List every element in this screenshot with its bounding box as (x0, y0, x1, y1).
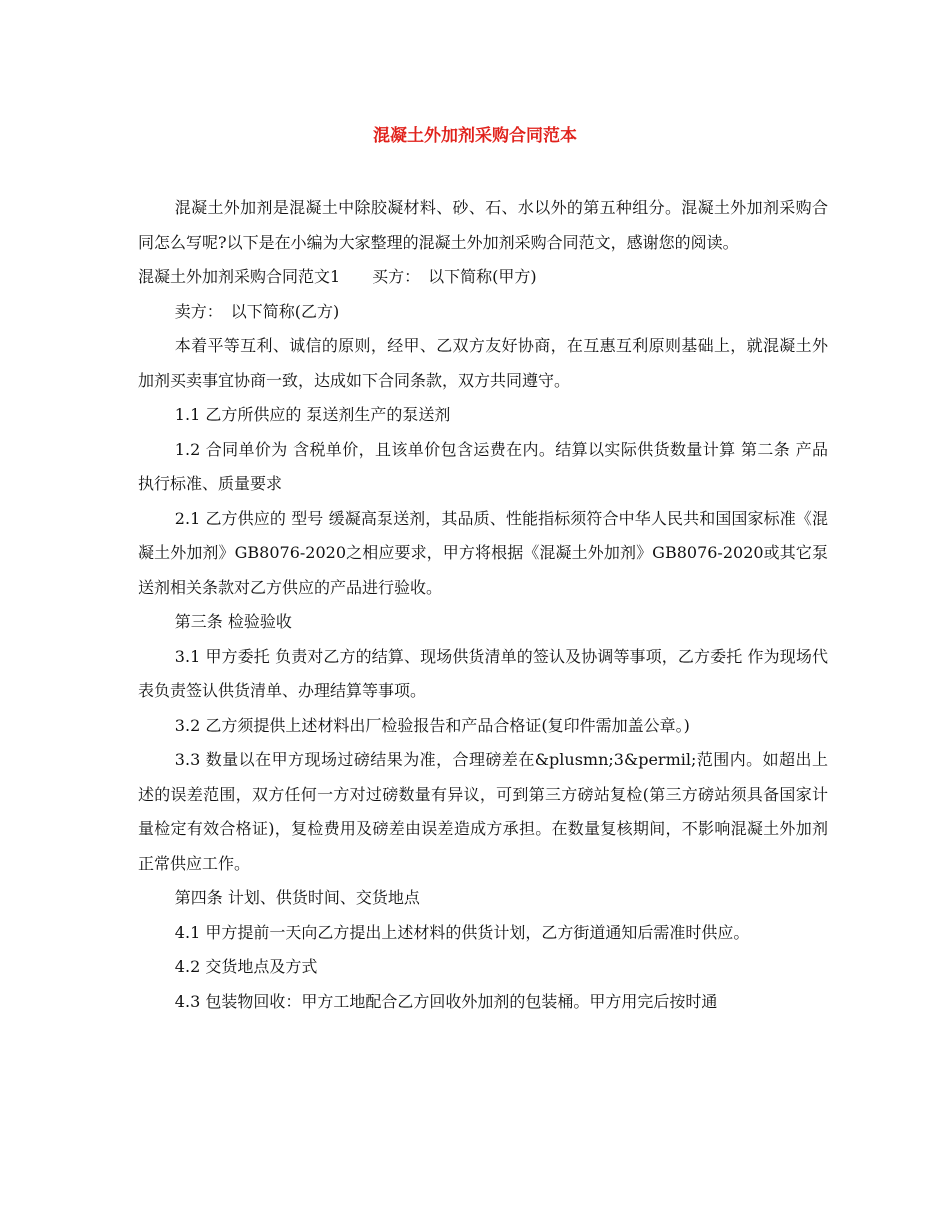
paragraph: 混凝土外加剂是混凝土中除胶凝材料、砂、石、水以外的第五种组分。混凝土外加剂采购合同怎么写呢?以下是在小编为大家整理的混凝土外加剂采购合同范文，感谢您的阅读。 (138, 198, 828, 252)
paragraph: 卖方： 以下简称(乙方) (174, 301, 340, 321)
paragraph: 3.2 乙方须提供上述材料出厂检验报告和产品合格证(复印件需加盖公章。) (174, 715, 690, 735)
paragraph: 4.1 甲方提前一天向乙方提出上述材料的供货计划，乙方街道通知后需准时供应。 (174, 922, 750, 942)
paragraph: 3.3 数量以在甲方现场过磅结果为准，合理磅差在&plusmn;3&permil;范围内。如超出上述的误差范围，双方任何一方对过磅数量有异议，可到第三方磅站复检(第三方磅站须具备国家计量检定有效合格证)，复检费用及磅差由误差造成方承担。在数量复核期间，不影响混凝土外加剂正常供应工作。 (138, 750, 828, 873)
paragraph: 1.2 合同单价为 含税单价，且该单价包含运费在内。结算以实际供货数量计算 第二条 产品执行标准、质量要求 (138, 439, 828, 493)
paragraph: 4.3 包装物回收：甲方工地配合乙方回收外加剂的包装桶。甲方用完后按时通 (174, 991, 718, 1011)
document-body (138, 191, 828, 1019)
document-title: 混凝土外加剂采购合同范本 (373, 126, 577, 146)
paragraph: 第三条 检验验收 (174, 612, 292, 631)
paragraph: 本着平等互利、诚信的原则，经甲、乙双方友好协商，在互惠互利原则基础上，就混凝土外加剂买卖事宜协商一致，达成如下合同条款，双方共同遵守。 (138, 336, 828, 390)
paragraph: 4.2 交货地点及方式 (174, 957, 318, 976)
paragraph: 第四条 计划、供货时间、交货地点 (174, 888, 420, 907)
paragraph: 1.1 乙方所供应的 泵送剂生产的泵送剂 (174, 405, 451, 424)
paragraph: 混凝土外加剂采购合同范文1 买方： 以下简称(甲方) (138, 267, 537, 286)
paragraph: 3.1 甲方委托 负责对乙方的结算、现场供货清单的签认及协调等事项，乙方委托 作为现场代表负责签认供货清单、办理结算等事项。 (138, 646, 828, 700)
paragraph: 2.1 乙方供应的 型号 缓凝高泵送剂，其品质、性能指标须符合中华人民共和国国家标准《混凝土外加剂》GB8076-2020之相应要求，甲方将根据《混凝土外加剂》GB8076-2020或其它泵送剂相关条款对乙方供应的产品进行验收。 (138, 508, 828, 597)
